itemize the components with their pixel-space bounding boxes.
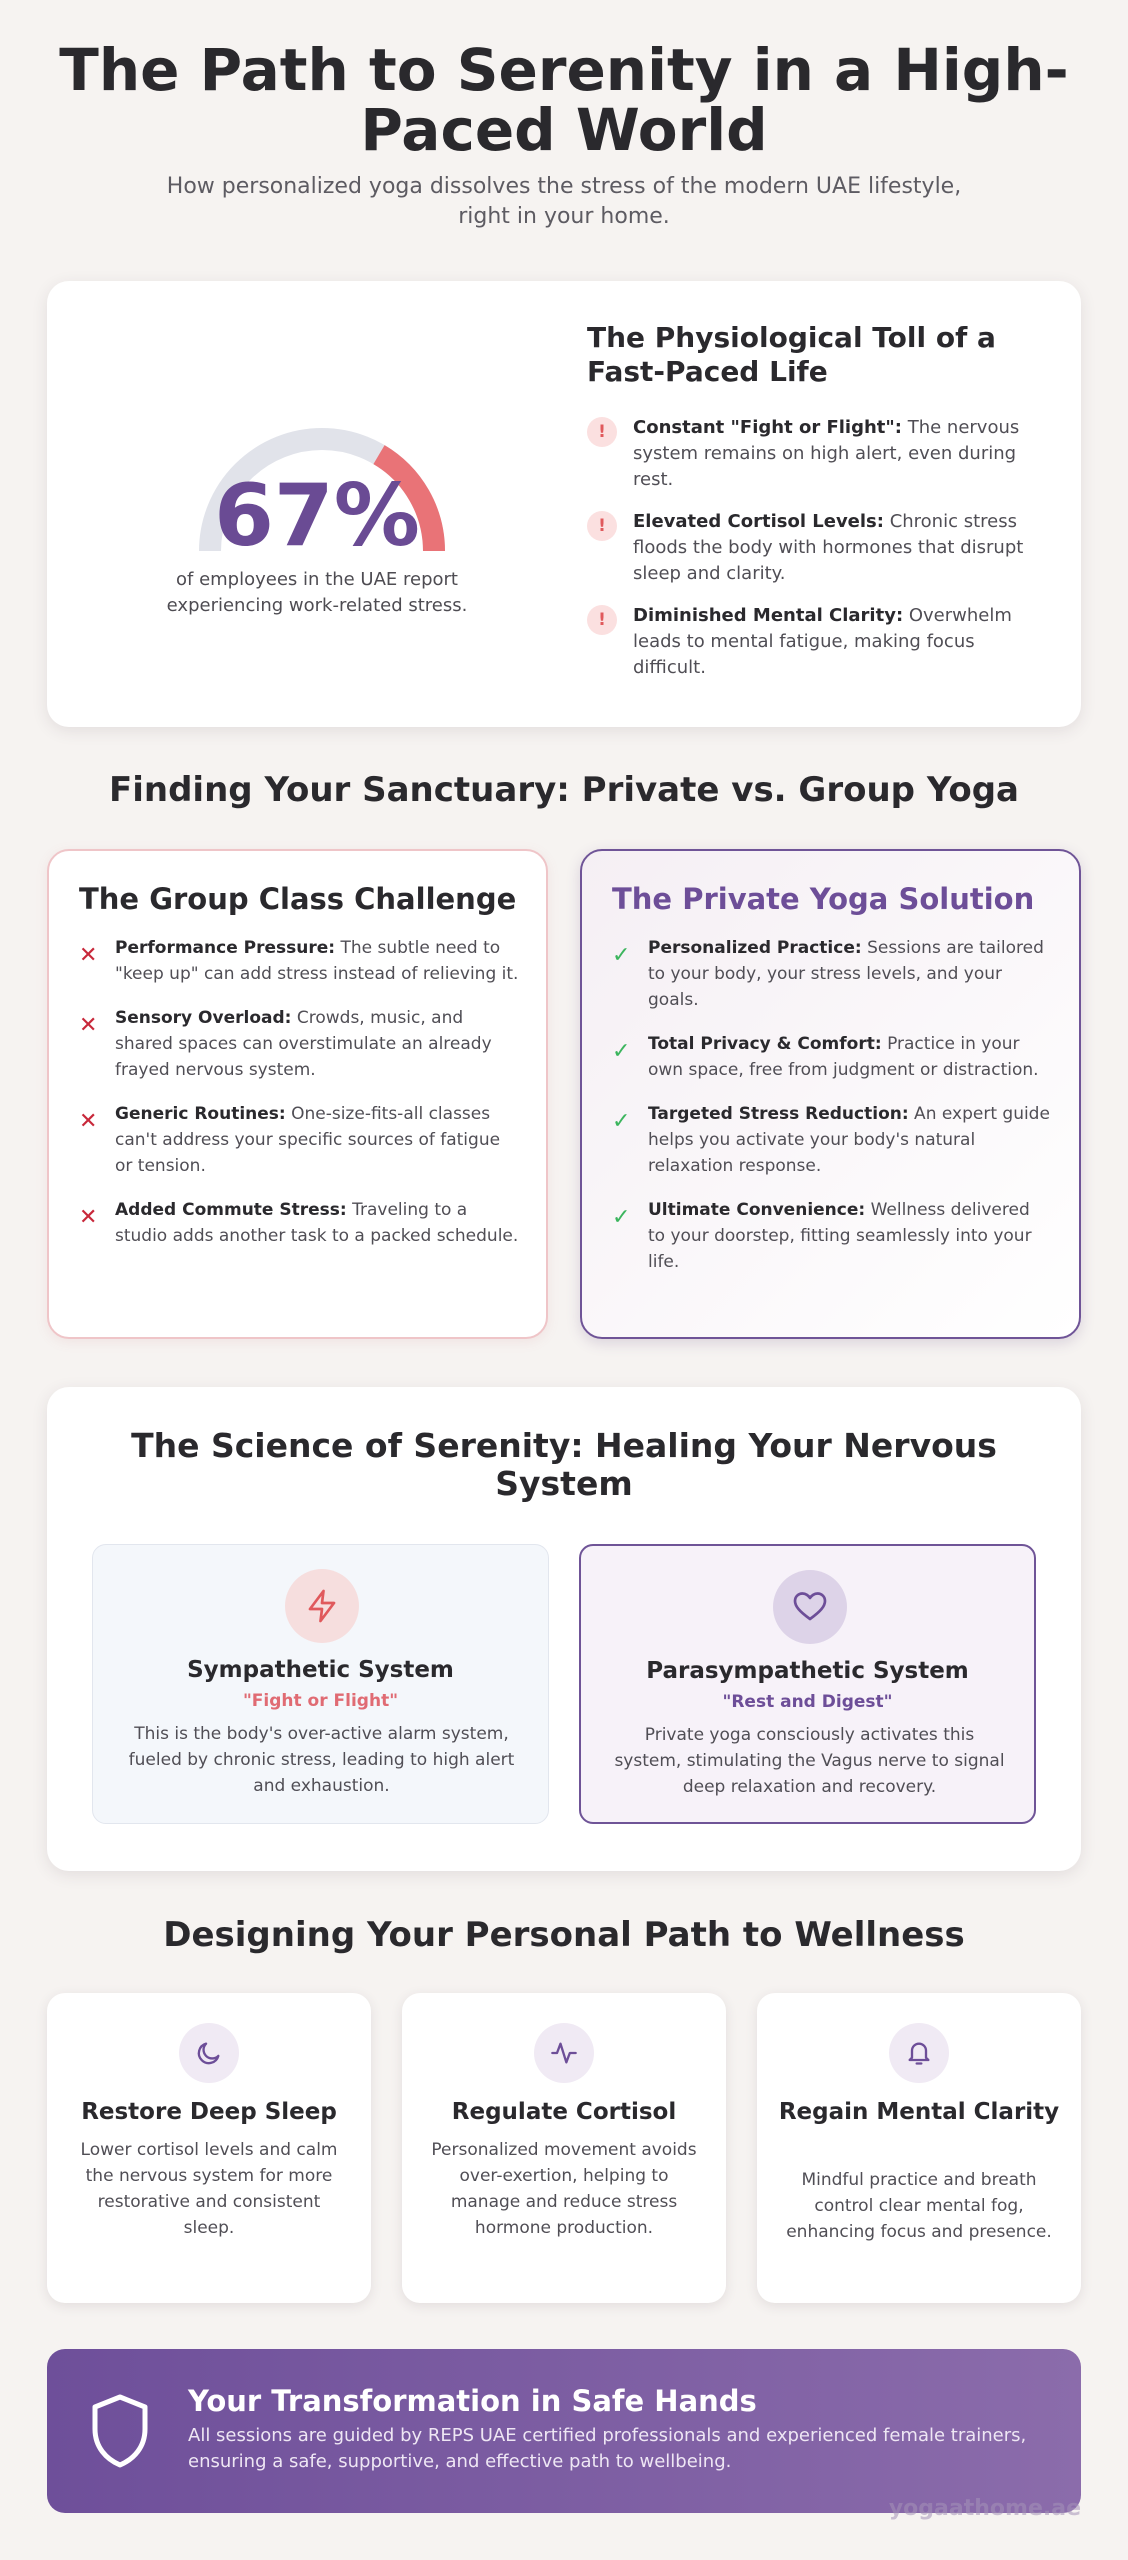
alert-icon: ! (587, 605, 617, 635)
benefit-card-sleep (47, 1993, 371, 2303)
list-item-text (648, 935, 1052, 1013)
list-item-desc: An expert guide helps you activate your body's natural relaxation response. (648, 1104, 1050, 1176)
list-item-label: Ultimate Convenience: (648, 1200, 866, 1220)
toll-heading: The Physiological Toll of a Fast-Paced Life (587, 321, 996, 388)
benefit-title: Restore Deep Sleep (81, 2099, 337, 2125)
toll-item (587, 603, 1047, 681)
parasympathetic-system-box (579, 1544, 1036, 1824)
list-item-text (648, 1031, 1052, 1083)
checkmark-icon: ✓ (612, 1205, 631, 1230)
parasympathetic-system-tag: "Rest and Digest" (722, 1692, 893, 1712)
trust-banner (47, 2349, 1081, 2513)
toll-item (587, 415, 1047, 493)
page-subtitle: How personalized yoga dissolves the stress of the modern UAE lifestyle, right in your home. (166, 174, 962, 229)
banner-desc: All sessions are guided by REPS UAE certified professionals and experienced female trainers, ensuring a safe, supportive, and effective path to wellbeing. (188, 2425, 1027, 2472)
list-item (612, 1101, 1052, 1179)
sympathetic-system-name: Sympathetic System (187, 1657, 454, 1683)
list-item-label: Added Commute Stress: (115, 1200, 347, 1220)
private-yoga-title: The Private Yoga Solution (612, 882, 1035, 916)
stress-stat-card (47, 281, 1081, 727)
lightning-icon (285, 1569, 359, 1643)
toll-item-desc: Overwhelm leads to mental fatigue, making focus difficult. (633, 605, 1012, 678)
bell-icon (889, 2023, 949, 2083)
heart-icon (773, 1570, 847, 1644)
checkmark-icon: ✓ (612, 1109, 631, 1134)
list-item-text (648, 1101, 1052, 1179)
toll-item-text (633, 603, 1047, 681)
parasympathetic-system-name: Parasympathetic System (646, 1658, 969, 1684)
list-item-desc: Sessions are tailored to your body, your stress levels, and your goals. (648, 938, 1044, 1010)
sympathetic-system-tag: "Fight or Flight" (242, 1691, 399, 1711)
toll-item-desc: Chronic stress floods the body with hormones that disrupt sleep and clarity. (633, 511, 1024, 584)
toll-item-label: Constant "Fight or Flight": (633, 417, 902, 438)
cross-icon: ✕ (79, 1109, 98, 1134)
alert-icon: ! (587, 417, 617, 447)
list-item-desc: Wellness delivered to your doorstep, fitting seamlessly into your life. (648, 1200, 1032, 1272)
toll-item-label: Diminished Mental Clarity: (633, 605, 904, 626)
toll-item-desc: The nervous system remains on high alert, even during rest. (633, 417, 1020, 490)
cross-icon: ✕ (79, 1205, 98, 1230)
science-card (47, 1387, 1081, 1871)
list-item (612, 935, 1052, 1013)
list-item-desc: The subtle need to "keep up" can add stress instead of relieving it. (115, 938, 519, 984)
list-item-desc: Traveling to a studio adds another task to a packed schedule. (115, 1200, 519, 1246)
cross-icon: ✕ (79, 1013, 98, 1038)
list-item-label: Performance Pressure: (115, 938, 336, 958)
brand-watermark: yogaathome.ae (888, 2496, 1081, 2521)
benefit-card-cortisol (402, 1993, 726, 2303)
list-item-label: Total Privacy & Comfort: (648, 1034, 882, 1054)
sympathetic-system-desc: This is the body's over-active alarm system, fueled by chronic stress, leading to high alert and exhaustion. (128, 1724, 515, 1796)
group-class-list (79, 935, 519, 1267)
list-item (79, 1101, 519, 1179)
stress-stat-caption: of employees in the UAE report experiencing work-related stress. (166, 569, 468, 616)
list-item-text (115, 1197, 519, 1249)
list-item (612, 1197, 1052, 1275)
toll-item (587, 509, 1047, 587)
benefit-desc: Mindful practice and breath control clear mental fog, enhancing focus and presence. (786, 2170, 1052, 2242)
alert-icon: ! (587, 511, 617, 541)
parasympathetic-system-desc: Private yoga consciously activates this system, stimulating the Vagus nerve to signal deep relaxation and recovery. (614, 1725, 1005, 1797)
comparison-heading: Finding Your Sanctuary: Private vs. Group Yoga (109, 770, 1019, 810)
toll-item-label: Elevated Cortisol Levels: (633, 511, 884, 532)
private-yoga-list (612, 935, 1052, 1293)
benefit-card-clarity (757, 1993, 1081, 2303)
benefit-title: Regain Mental Clarity (778, 2099, 1060, 2125)
banner-title: Your Transformation in Safe Hands (188, 2384, 757, 2418)
page-title: The Path to Serenity in a High-Paced World (59, 36, 1069, 164)
list-item (79, 1005, 519, 1083)
pulse-icon (534, 2023, 594, 2083)
list-item-desc: Crowds, music, and shared spaces can overstimulate an already frayed nervous system. (115, 1008, 492, 1080)
benefit-title: Regulate Cortisol (451, 2099, 677, 2125)
list-item-label: Sensory Overload: (115, 1008, 292, 1028)
science-heading: The Science of Serenity: Healing Your Nervous System (131, 1426, 997, 1503)
toll-item-text (633, 509, 1047, 587)
list-item-text (115, 935, 519, 987)
list-item-label: Targeted Stress Reduction: (648, 1104, 909, 1124)
moon-icon (179, 2023, 239, 2083)
cross-icon: ✕ (79, 943, 98, 968)
toll-list (587, 415, 1047, 697)
list-item-label: Generic Routines: (115, 1104, 286, 1124)
stress-stat-value: 67% (214, 466, 420, 566)
benefit-desc: Lower cortisol levels and calm the nervous system for more restorative and consistent sleep. (80, 2140, 338, 2238)
list-item-desc: One-size-fits-all classes can't address your specific sources of fatigue or tension. (115, 1104, 501, 1176)
list-item-label: Personalized Practice: (648, 938, 862, 958)
list-item (79, 1197, 519, 1249)
benefit-desc: Personalized movement avoids over-exertion, helping to manage and reduce stress hormone production. (431, 2140, 697, 2238)
shield-icon (89, 2393, 151, 2469)
wellness-path-heading: Designing Your Personal Path to Wellness (163, 1915, 965, 1955)
checkmark-icon: ✓ (612, 1039, 631, 1064)
list-item-text (115, 1101, 519, 1179)
list-item-desc: Practice in your own space, free from judgment or distraction. (648, 1034, 1039, 1080)
toll-item-text (633, 415, 1047, 493)
list-item-text (648, 1197, 1052, 1275)
sympathetic-system-box (92, 1544, 549, 1824)
list-item (79, 935, 519, 987)
group-class-card (47, 849, 548, 1339)
private-yoga-card (580, 849, 1081, 1339)
checkmark-icon: ✓ (612, 943, 631, 968)
group-class-title: The Group Class Challenge (79, 882, 517, 916)
list-item-text (115, 1005, 519, 1083)
list-item (612, 1031, 1052, 1083)
